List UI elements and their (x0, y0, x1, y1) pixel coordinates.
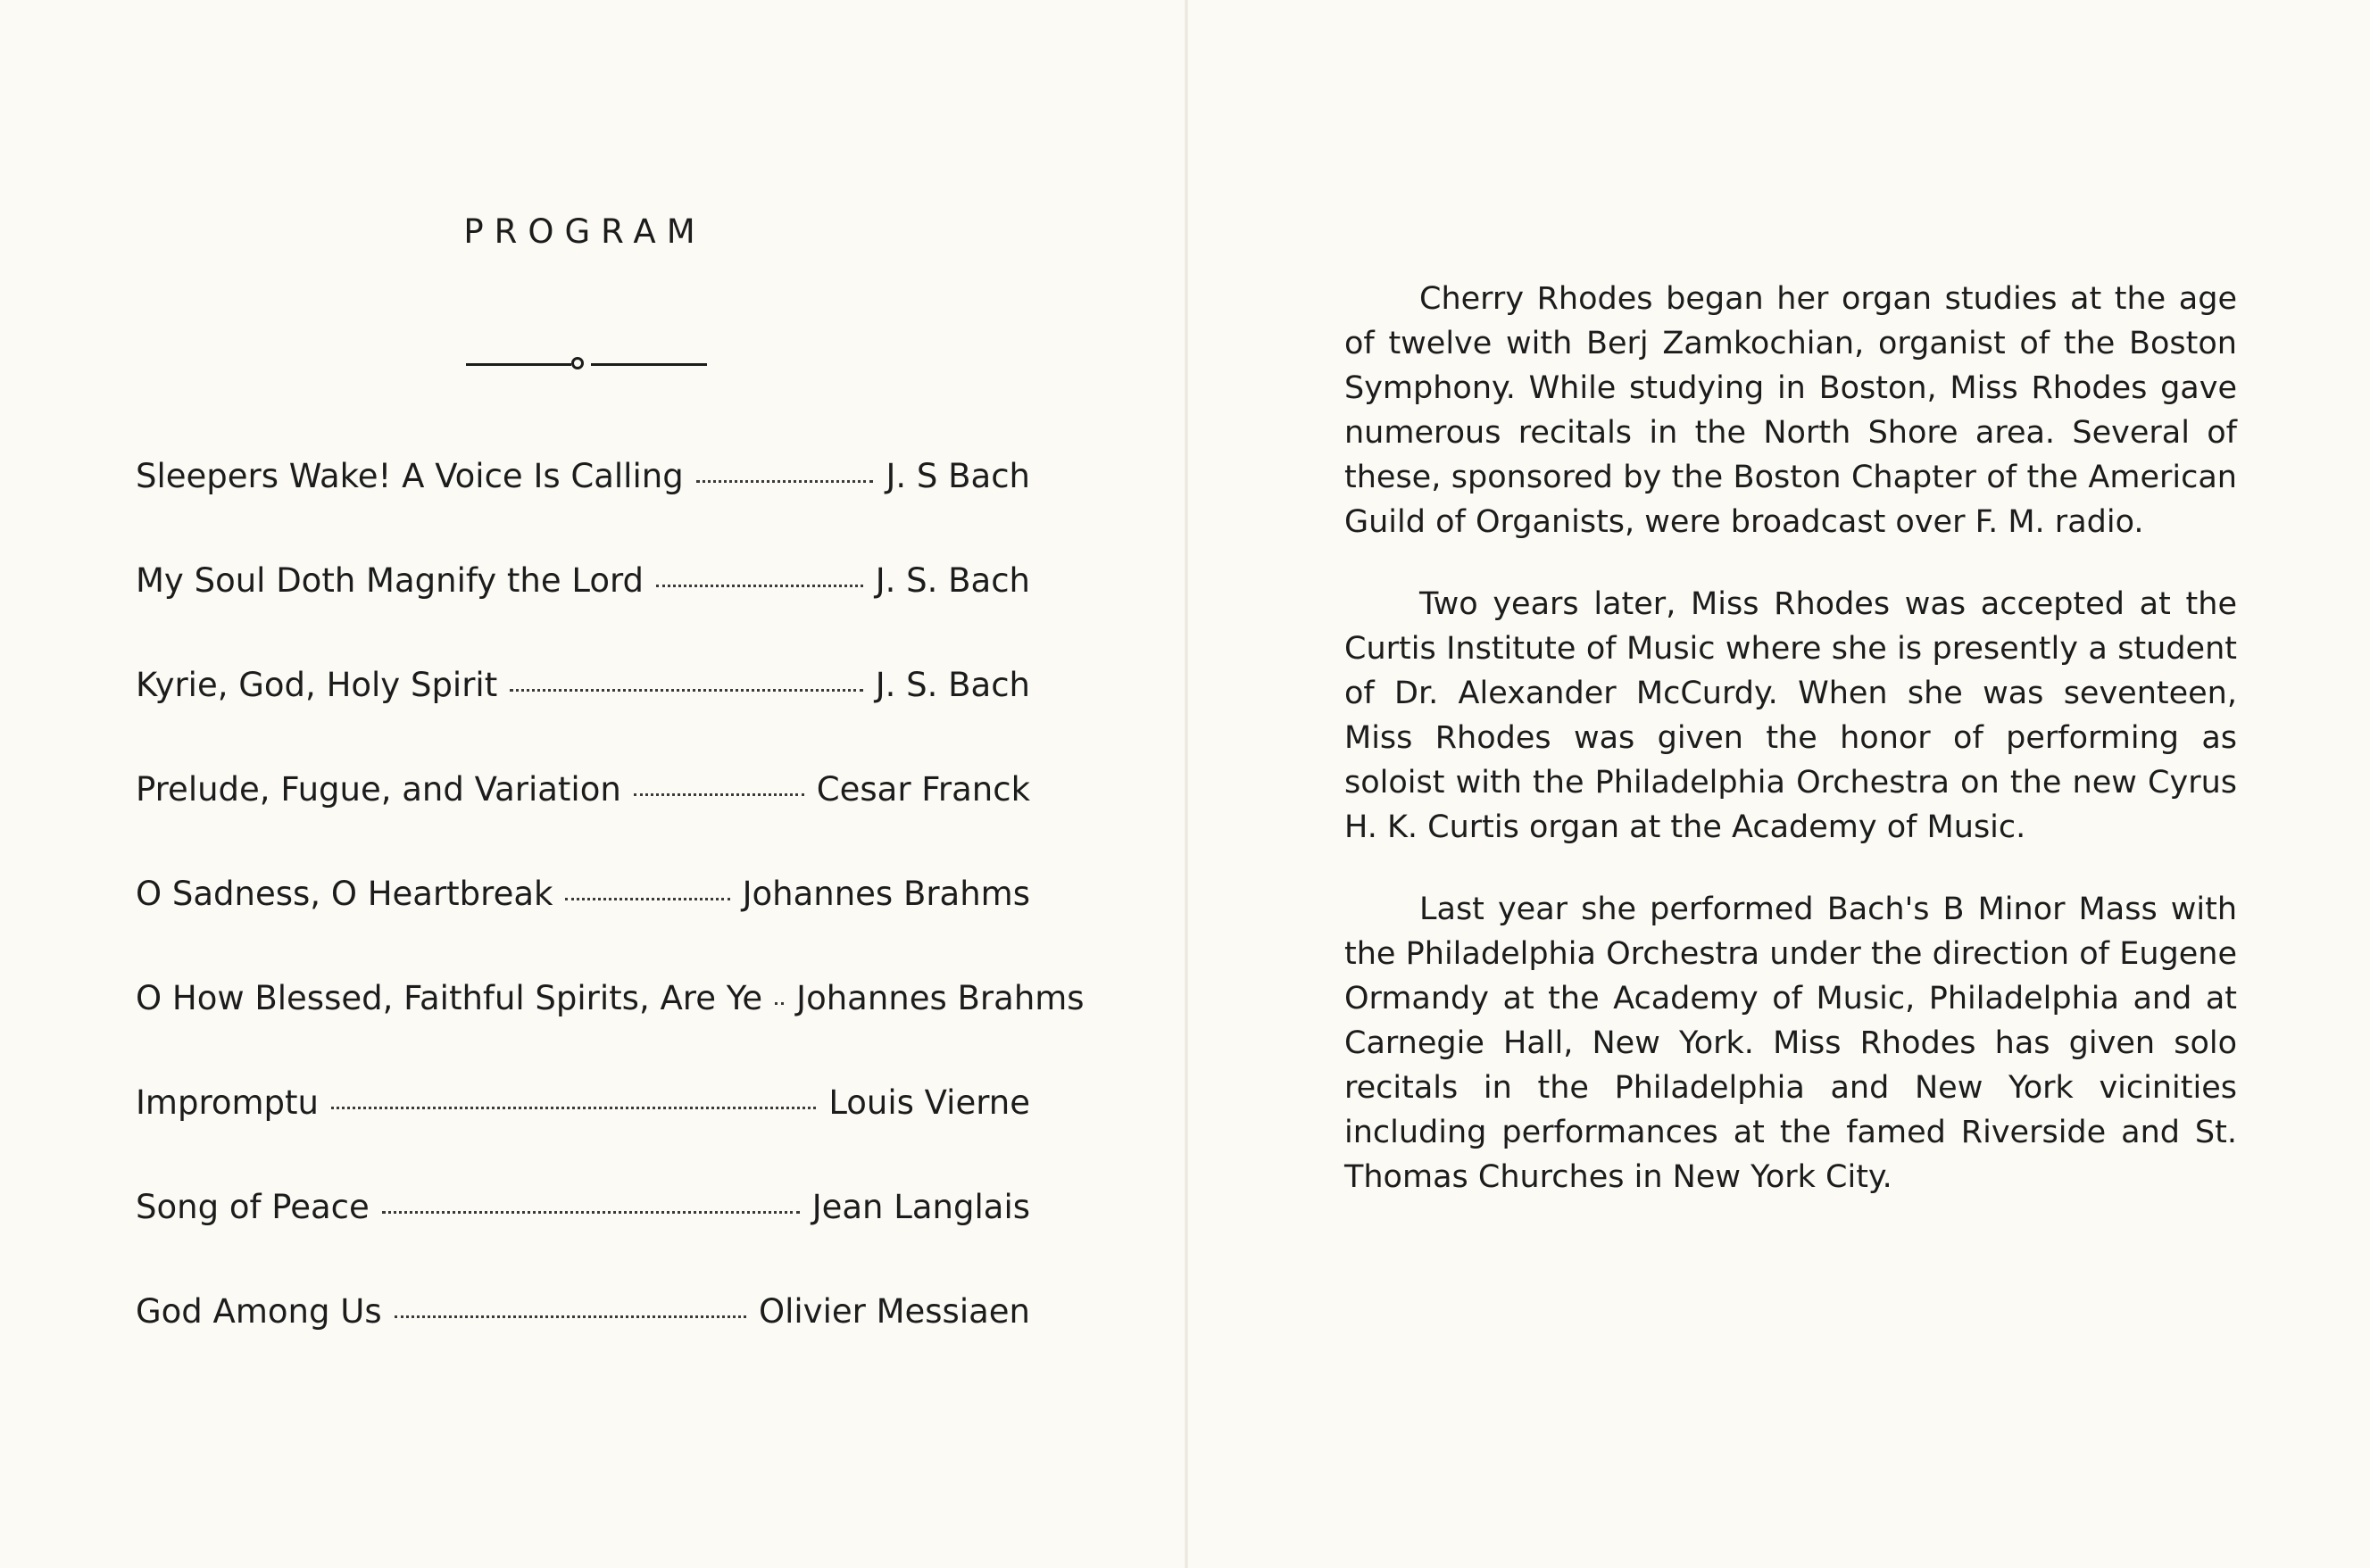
piece-title: Impromptu (136, 1083, 319, 1122)
program-item (136, 666, 1030, 770)
dot-leader (775, 1002, 784, 1005)
ornament-divider (466, 346, 707, 382)
composer-name: Cesar Franck (816, 770, 1030, 809)
program-item (136, 1188, 1030, 1292)
composer-name: Olivier Messiaen (758, 1292, 1030, 1331)
piece-title: Kyrie, God, Holy Spirit (136, 666, 498, 704)
dot-leader (565, 898, 729, 900)
composer-name: J. S. Bach (875, 561, 1030, 600)
piece-title: My Soul Doth Magnify the Lord (136, 561, 644, 600)
dot-leader (634, 793, 804, 796)
composer-name: J. S Bach (886, 457, 1030, 495)
bio-paragraph: Two years later, Miss Rhodes was accepted at the Curtis Institute of Music where she is presently a student of Dr. Alexander McCurdy. When she was seventeen, Miss Rhodes was given the honor of performing as soloist with the Philadelphia Orchestra on the new Cyrus H. K. Curtis organ at the Academy of Music. (1344, 586, 2237, 845)
program-item (136, 457, 1030, 561)
piece-title: Song of Peace (136, 1188, 370, 1226)
program-list (136, 457, 1085, 1397)
composer-name: Louis Vierne (828, 1083, 1030, 1122)
ornament-line-right (591, 363, 707, 366)
composer-name: Johannes Brahms (742, 875, 1030, 913)
piece-title: O How Blessed, Faithful Spirits, Are Ye (136, 979, 763, 1017)
biography-page (1188, 0, 2370, 1568)
program-item (136, 561, 1030, 666)
biography-text (1344, 277, 2237, 1237)
bio-paragraph: Cherry Rhodes began her organ studies at the age of twelve with Berj Zamkochian, organist of the Boston Symphony. While studying in Boston, Miss Rhodes gave numerous recitals in the North Shore area. Several of these, sponsored by the Boston Chapter of the American Guild of Organists, were broadcast over F. M. radio. (1344, 281, 2237, 540)
program-item (136, 1292, 1030, 1397)
program-item (136, 1083, 1030, 1188)
dot-leader (510, 689, 862, 692)
composer-name: Johannes Brahms (796, 979, 1085, 1017)
program-item (136, 875, 1030, 979)
dot-leader (382, 1211, 800, 1214)
dot-leader (395, 1315, 746, 1318)
program-item (136, 770, 1030, 875)
ornament-line-left (466, 363, 571, 366)
piece-title: Sleepers Wake! A Voice Is Calling (136, 457, 684, 495)
dot-leader (331, 1107, 816, 1109)
bio-paragraph: Last year she performed Bach's B Minor Mass with the Philadelphia Orchestra under the direction of Eugene Ormandy at the Academy of Music, Philadelphia and at Carnegie Hall, New York. Miss Rhodes has given solo recitals in the Philadelphia and New York vicinities including performances at the famed Riverside and St. Thomas Churches in New York City. (1344, 892, 2237, 1195)
piece-title: God Among Us (136, 1292, 382, 1331)
composer-name: Jean Langlais (811, 1188, 1030, 1226)
piece-title: O Sadness, O Heartbreak (136, 875, 553, 913)
program-item (136, 979, 1085, 1083)
piece-title: Prelude, Fugue, and Variation (136, 770, 621, 809)
dot-leader (696, 480, 874, 483)
dot-leader (656, 585, 863, 587)
ornament-circle (571, 357, 584, 369)
composer-name: J. S. Bach (875, 666, 1030, 704)
program-title: PROGRAM (463, 212, 706, 251)
